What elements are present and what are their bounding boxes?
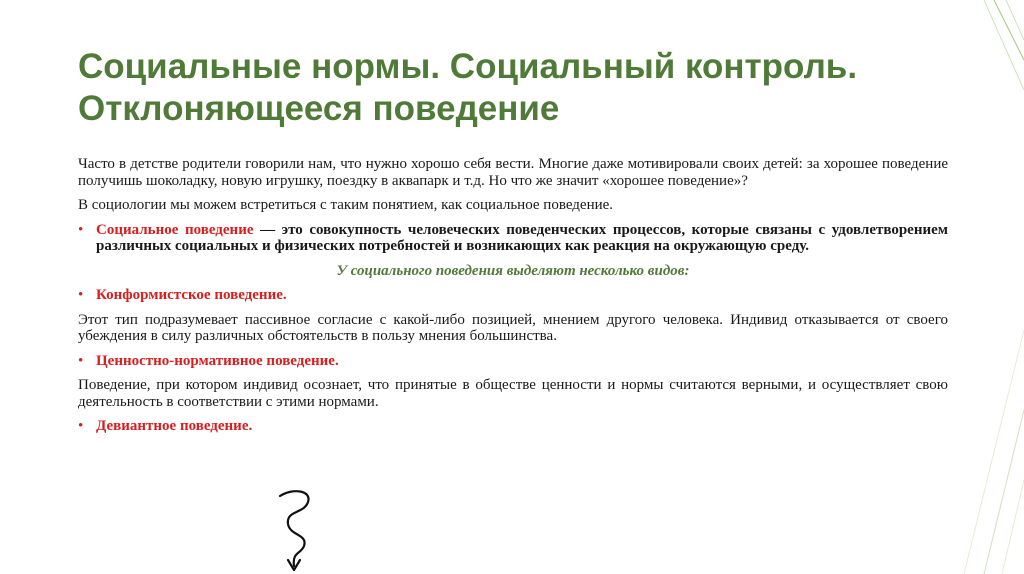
type-bullet-deviant <box>78 418 948 435</box>
bullet-marker: • <box>78 287 84 303</box>
bullet-marker: • <box>78 352 84 369</box>
type-description-value-normative: Поведение, при котором индивид осознает, что принятые в обществе ценности и нормы считаются верными, и осуществляет свою деятельность в соответствии с этими нормами. <box>78 377 948 410</box>
decorative-corner-lines <box>964 0 1024 574</box>
types-heading: У социального поведения выделяют несколько видов: <box>336 262 690 279</box>
type-description-conformist: Этот тип подразумевает пассивное согласие с какой-либо позицией, мнением другого человека. Индивид отказывается от своего убеждения в силу различных обстоятельств в пользу мнения большинства. <box>78 311 948 344</box>
type-name-deviant: Девиантное поведение. <box>96 418 253 434</box>
intro-paragraph: Часто в детстве родители говорили нам, что нужно хорошо себя вести. Многие даже мотивировали своих детей: за хорошее поведение получишь шоколадку, новую игрушку, поездку в аквапарк и т.д. Но что же значит «хорошее поведение»? <box>78 156 948 189</box>
slide-title: Социальные нормы. Социальный контроль. Отклоняющееся поведение <box>78 47 858 128</box>
type-name-conformist: Конформистское поведение. <box>96 287 287 303</box>
bullet-marker: • <box>78 221 84 238</box>
type-bullet-conformist <box>78 287 948 304</box>
bullet-marker: • <box>78 418 84 434</box>
slide-body <box>78 156 948 443</box>
squiggle-arrow-icon <box>272 486 322 574</box>
definition-text: — это совокупность человеческих поведенческих процессов, которые связаны с удовлетворением различных социальных и физических потребностей и возникающих как реакция на окружающую среду. <box>96 221 948 254</box>
definition-term: Социальное поведение <box>96 221 254 238</box>
type-name-value-normative: Ценностно-нормативное поведение. <box>96 352 339 369</box>
sociology-sentence: В социологии мы можем встретиться с таким понятием, как социальное поведение. <box>78 197 614 213</box>
definition-bullet <box>78 222 948 255</box>
type-bullet-value-normative <box>78 353 948 370</box>
